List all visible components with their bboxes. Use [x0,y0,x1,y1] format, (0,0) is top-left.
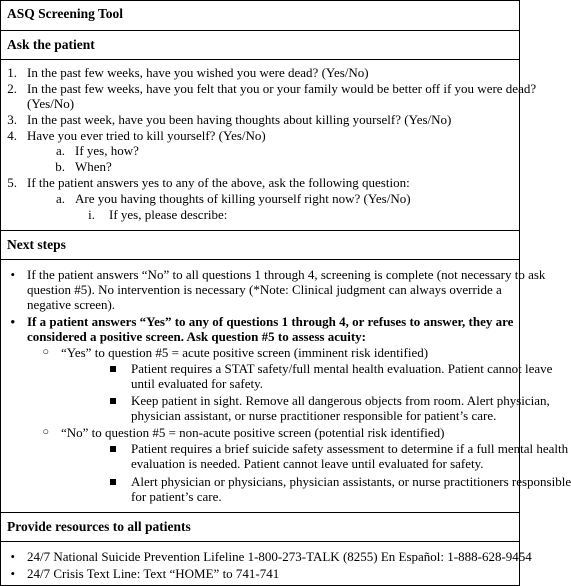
divider [1,512,519,513]
negative-screen-text: If the patient answers “No” to all questions 1 through 4, screening is complete (not necessary to ask [27,267,546,282]
bullet-icon: • [10,549,15,564]
acute-step-2-cont: physician assistant, or nurse practitioner responsible for patient’s care. [131,408,497,423]
next-steps-heading: Next steps [7,237,66,252]
bullet-icon: • [10,566,15,581]
bullet-icon: • [10,314,15,329]
bullet-icon: • [10,267,15,282]
divider [1,59,519,60]
positive-screen-text: If a patient answers “Yes” to any of questions 1 through 4, or refuses to answer, they are [27,314,514,329]
list-roman: i. [88,207,95,222]
square-bullet-icon [110,398,116,404]
nonacute-step-2-cont: for patient’s care. [131,489,222,504]
divider [1,230,519,231]
question-4b: When? [75,159,112,174]
list-number: 1. [7,65,17,80]
question-3: In the past week, have you been having thoughts about killing yourself? (Yes/No) [27,112,452,127]
question-1: In the past few weeks, have you wished you were dead? (Yes/No) [27,65,369,80]
list-letter: b. [55,159,65,174]
question-5: If the patient answers yes to any of the above, ask the following question: [27,175,410,190]
list-number: 5. [7,175,17,190]
question-2-cont: (Yes/No) [27,96,75,111]
negative-screen-text: question #5). No intervention is necessary (*Note: Clinical judgment can always override a [27,282,502,297]
circle-bullet-icon: ○ [42,426,49,438]
question-4: Have you ever tried to kill yourself? (Yes/No) [27,128,266,143]
list-letter: a. [55,191,65,206]
list-letter: a. [55,143,65,158]
list-number: 2. [7,81,17,96]
nonacute-screen-text: “No” to question #5 = non-acute positive screen (potential risk identified) [61,425,445,440]
square-bullet-icon [110,366,116,372]
nonacute-step-1-cont: evaluation is needed. Patient cannot leave until evaluated for safety. [131,456,484,471]
acute-step-1: Patient requires a STAT safety/full mental health evaluation. Patient cannot leave [131,361,553,376]
acute-step-1-cont: until evaluated for safety. [131,376,263,391]
list-number: 3. [7,112,17,127]
document-title: ASQ Screening Tool [7,6,124,21]
acute-screen-text: “Yes” to question #5 = acute positive screen (imminent risk identified) [61,345,429,360]
question-5ai: If yes, please describe: [109,207,228,222]
square-bullet-icon [110,446,116,452]
divider [1,541,519,542]
nonacute-step-1: Patient requires a brief suicide safety assessment to determine if a full mental health [131,441,569,456]
lifeline-resource: 24/7 National Suicide Prevention Lifeline 1-800-273-TALK (8255) En Español: 1-888-628-9454 [27,549,532,564]
nonacute-step-2: Alert physician or physicians, physician assistants, or nurse practitioners responsible [131,474,571,489]
question-4a: If yes, how? [75,143,139,158]
divider [1,30,519,31]
divider [1,259,519,260]
list-number: 4. [7,128,17,143]
question-2: In the past few weeks, have you felt that you or your family would be better off if you were dead? [27,81,537,96]
resources-heading: Provide resources to all patients [7,519,191,534]
acute-step-2: Keep patient in sight. Remove all dangerous objects from room. Alert physician, [131,393,550,408]
circle-bullet-icon: ○ [42,346,49,358]
ask-heading: Ask the patient [7,37,95,52]
square-bullet-icon [110,479,116,485]
question-5a: Are you having thoughts of killing yourself right now? (Yes/No) [75,191,411,206]
negative-screen-text: negative screen). [27,297,116,312]
positive-screen-text: considered a positive screen. Ask question #5 to assess acuity: [27,329,366,344]
crisis-text-resource: 24/7 Crisis Text Line: Text “HOME” to 741-741 [27,566,280,581]
